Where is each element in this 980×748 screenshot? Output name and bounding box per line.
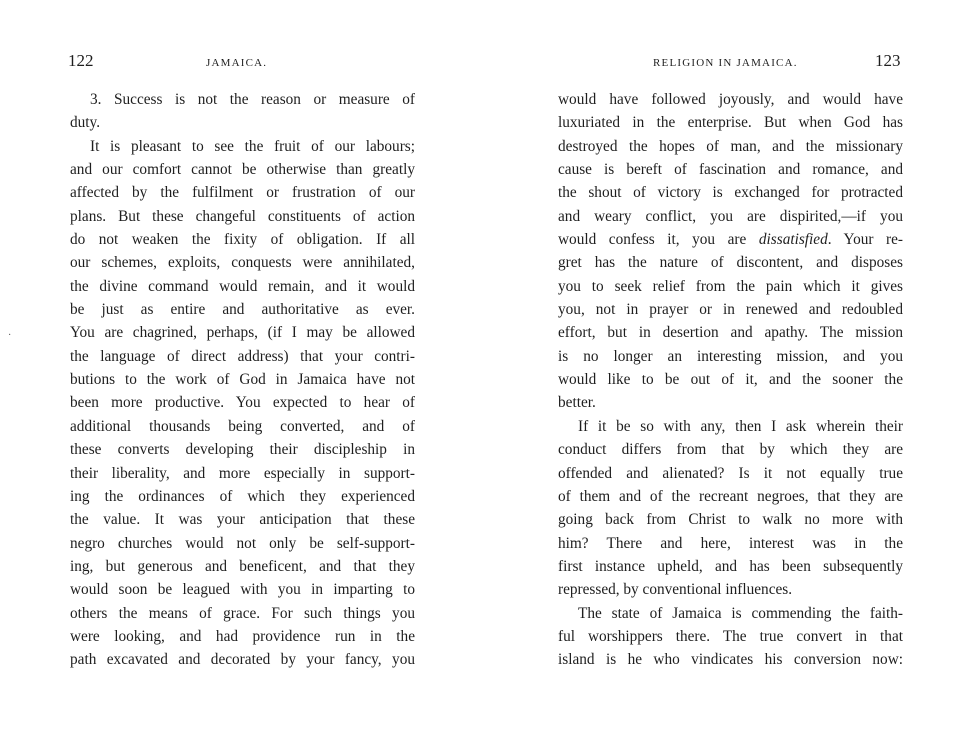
text-line: would soon be leagued with you in imparting to	[70, 581, 415, 599]
text-line: and our comfort cannot be otherwise than greatly	[70, 161, 415, 179]
text-line: you to seek relief from the pain which it gives	[558, 277, 903, 295]
right-page	[490, 0, 980, 748]
text-line: these converts developing their discipleship in	[70, 441, 415, 459]
text-line: do not weaken the fixity of obligation. If all	[70, 231, 415, 249]
text-line: ing, but generous and beneficent, and that they	[70, 557, 415, 575]
text-line: cause is bereft of fascination and romance, and	[558, 161, 903, 179]
page-number: 122	[68, 51, 94, 70]
text-line: would confess it, you are dissatisfied. Your re-	[558, 231, 904, 249]
text-line: repressed, by conventional influences.	[558, 581, 793, 599]
text-line: effort, but in desertion and apathy. The mission	[558, 324, 903, 342]
text-line: affected by the fulfilment or frustration of our	[70, 184, 415, 202]
text-line: the divine command would remain, and it would	[70, 277, 415, 295]
text-line: their liberality, and more especially in support-	[70, 464, 415, 482]
text-line: plans. But these changeful constituents of action	[70, 207, 415, 225]
text-line: ful worshippers there. The true convert in that	[558, 627, 903, 645]
text-line: you, not in prayer or in renewed and redoubled	[558, 301, 903, 319]
text-line: gret has the nature of discontent, and disposes	[558, 254, 903, 272]
text-line: negro churches would not only be self-support-	[70, 534, 415, 552]
text-line: path excavated and decorated by your fancy, you	[70, 651, 415, 669]
text-line: island is he who vindicates his conversion now:	[558, 651, 903, 669]
right-running-header	[490, 50, 980, 72]
running-head: JAMAICA.	[206, 57, 268, 69]
text-line: You are chagrined, perhaps, (if I may be allowed	[70, 324, 415, 342]
text-line: If it be so with any, then I ask wherein their	[578, 417, 903, 435]
text-line: the shout of victory is exchanged for protracted	[558, 184, 903, 202]
text-line: 3. Success is not the reason or measure of	[90, 91, 415, 108]
page-number: 123	[875, 51, 901, 70]
text-line: conduct differs from that by which they are	[558, 441, 903, 459]
text-line: is no longer an interesting mission, and you	[558, 347, 903, 365]
left-body-text	[70, 88, 415, 672]
right-body-text	[558, 88, 903, 672]
text-line: The state of Jamaica is commending the faith-	[578, 604, 903, 622]
text-line: destroyed the hopes of man, and the missionary	[558, 137, 903, 155]
text-line: and weary conflict, you are dispirited,—if you	[558, 207, 903, 225]
text-line: of them and of the recreant negroes, that they are	[558, 487, 903, 505]
text-line: offended and alienated? Is it not equally true	[558, 464, 903, 482]
text-line: butions to the work of God in Jamaica have not	[70, 371, 415, 389]
running-head: RELIGION IN JAMAICA.	[653, 57, 798, 69]
text-line: going back from Christ to walk no more with	[558, 511, 903, 529]
text-line: would like to be out of it, and the sooner the	[558, 371, 903, 389]
text-line: him? There and here, interest was in the	[558, 534, 903, 552]
text-line: It is pleasant to see the fruit of our labours;	[90, 137, 415, 155]
text-line: were looking, and had providence run in the	[70, 627, 415, 645]
margin-speck: ·	[8, 330, 12, 341]
text-line: first instance upheld, and has been subsequently	[558, 557, 903, 575]
text-line: others the means of grace. For such things you	[70, 604, 415, 622]
text-line: the value. It was your anticipation that these	[70, 511, 415, 529]
text-line: would have followed joyously, and would have	[558, 91, 903, 108]
text-line: additional thousands being converted, and of	[70, 417, 415, 435]
text-line: the language of direct address) that your contri-	[70, 347, 415, 365]
left-running-header	[0, 50, 490, 72]
text-line: be just as entire and authoritative as ever.	[70, 301, 415, 319]
text-line: our schemes, exploits, conquests were annihilated,	[70, 254, 415, 272]
text-line: been more productive. You expected to hear of	[70, 394, 415, 412]
text-line: duty.	[70, 114, 101, 132]
text-line: better.	[558, 394, 596, 412]
text-line: ing the ordinances of which they experienced	[70, 487, 415, 505]
emphasis: dissatisfied	[758, 231, 828, 249]
text-line: luxuriated in the enterprise. But when God has	[558, 114, 903, 132]
